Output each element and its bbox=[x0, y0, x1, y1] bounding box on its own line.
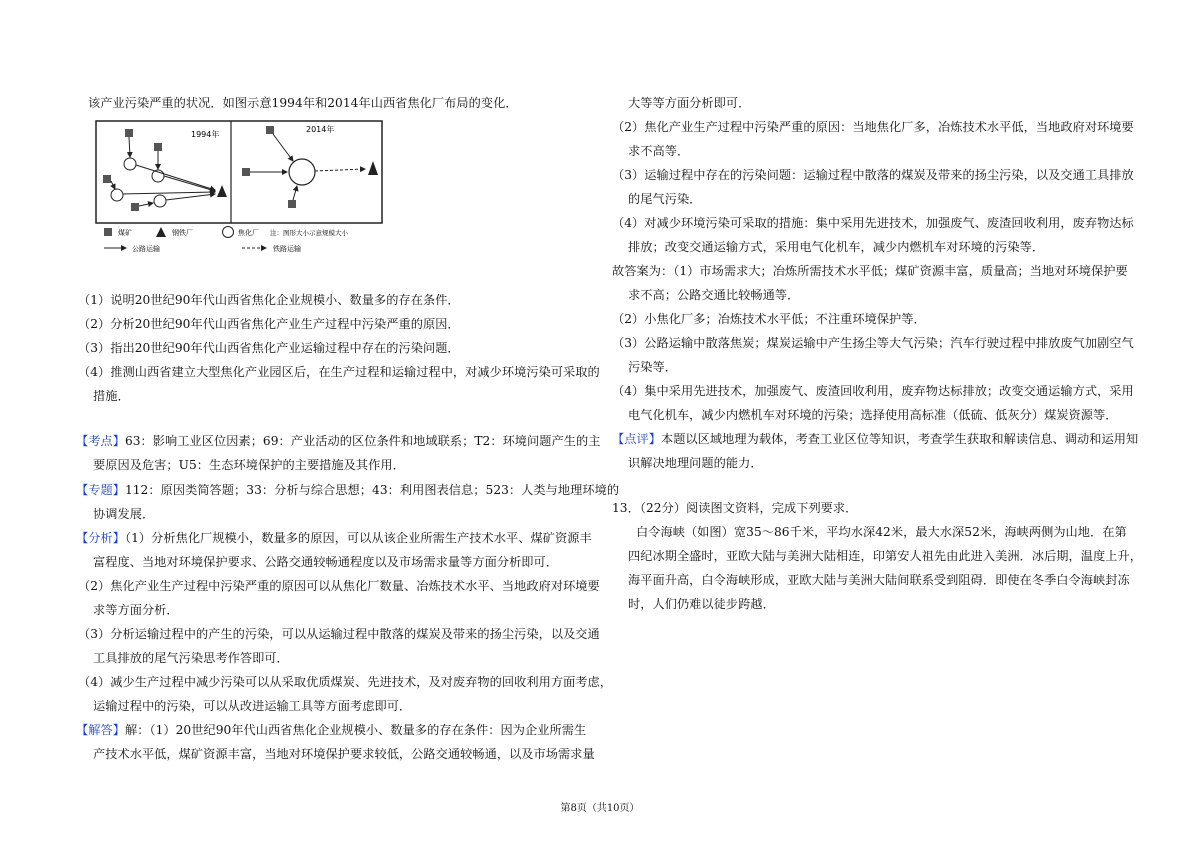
legend-coal-icon bbox=[104, 228, 112, 236]
fenxi-text-1: （1）分析焦化厂规模小，数量多的原因，可以从该企业所需生产技术水平、煤矿资源丰 bbox=[124, 531, 592, 545]
q13-text-1: 白令海峡（如图）宽35～86千米，平均水深42米，最大水深52米，海峡两侧为山地．在第 bbox=[636, 525, 1127, 539]
coal-mine-icon bbox=[242, 168, 250, 176]
label-2014: 2014年 bbox=[306, 125, 335, 134]
fenxi-text-4: 求等方面分析． bbox=[93, 603, 179, 617]
steel-plant-icon bbox=[368, 161, 378, 175]
coking-plant-layout-figure bbox=[90, 117, 388, 265]
answer-line-2: （2）焦化产业生产过程中污染严重的原因：当地焦化厂多，冶炼技术水平低，当地政府对环境要 bbox=[612, 120, 1134, 134]
legend-steel-icon bbox=[156, 227, 166, 237]
jieda-tag: 【解答】 bbox=[76, 723, 125, 737]
zhuanti-line-1 bbox=[76, 482, 619, 498]
dianping-text-1: 本题以区域地理为载体，考查工业区位等知识，考查学生获取和解读信息、调动和运用知 bbox=[660, 432, 1139, 446]
fenxi-text-6: 工具排放的尾气污染思考作答即可． bbox=[93, 651, 289, 665]
final-answer-line-3: （2）小焦化厂多；冶炼技术水平低；不注重环境保护等． bbox=[612, 312, 926, 326]
q13-text-3: 海平面升高，白令海峡形成，亚欧大陆与美洲大陆间联系受到阻碍．即使在冬季白令海峡封冻 bbox=[628, 573, 1130, 587]
kaodian-line-1 bbox=[76, 433, 600, 449]
final-answer-line-4: （3）公路运输中散落焦炭；煤炭运输中产生扬尘等大气污染；汽车行驶过程中排放废气加剧空气 bbox=[612, 336, 1134, 350]
legend-coal-label: 煤矿 bbox=[118, 229, 132, 237]
steel-plant-icon bbox=[217, 185, 227, 197]
fenxi-text-5: （3）分析运输过程中的产生的污染，可以从运输过程中散落的煤炭及带来的扬尘污染，以及交通 bbox=[78, 627, 600, 641]
legend-coking-label: 焦化厂 bbox=[238, 229, 259, 237]
fenxi-text-7: （4）减少生产过程中减少污染可以从采取优质煤炭、先进技术，及对废弃物的回收利用方面考虑， bbox=[78, 675, 613, 689]
question-4-cont: 措施． bbox=[93, 389, 130, 403]
fenxi-tag: 【分析】 bbox=[76, 531, 125, 545]
final-answer-line-6: （4）集中采用先进技术，加强废气、废渣回收利用，废弃物达标排放；改变交通运输方式，采用 bbox=[612, 384, 1134, 398]
final-answer-line-1: 故答案为：（1）市场需求大；冶炼所需技术水平低；煤矿资源丰富，质量高；当地对环境保护要 bbox=[612, 264, 1128, 278]
fenxi-text-8: 运输过程中的污染，可以从改进运输工具等方面考虑即可． bbox=[93, 699, 412, 713]
coal-mine-icon bbox=[103, 175, 111, 183]
question-3: （3）指出20世纪90年代山西省焦化产业运输过程中存在的污染问题． bbox=[78, 341, 460, 355]
dianping-line-1 bbox=[612, 431, 1138, 447]
coal-mine-icon bbox=[154, 143, 162, 151]
intro-text: 该产业污染严重的状况．如图示意1994年和2014年山西省焦化厂布局的变化． bbox=[88, 96, 518, 110]
final-answer-line-7: 电气化机车，减少内燃机车对环境的污染；选择使用高标准（低硫、低灰分）煤炭资源等． bbox=[628, 408, 1118, 422]
jieda-text-1: 解：（1）20世纪90年代山西省焦化企业规模小、数量多的存在条件：因为企业所需生 bbox=[124, 723, 587, 737]
label-1994: 1994年 bbox=[191, 130, 220, 139]
legend-steel-label: 钢铁厂 bbox=[172, 229, 193, 237]
coal-mine-icon bbox=[131, 203, 139, 211]
kaodian-text-2: 要原因及危害；U5：生态环境保护的主要措施及其作用． bbox=[93, 458, 405, 472]
coal-mine-icon bbox=[125, 129, 133, 137]
dianping-tag: 【点评】 bbox=[612, 432, 661, 446]
legend-rail-label: 铁路运输 bbox=[273, 245, 301, 253]
coking-plant-icon bbox=[124, 158, 136, 170]
question-2: （2）分析20世纪90年代山西省焦化产业生产过程中污染严重的原因． bbox=[78, 317, 460, 331]
kaodian-tag: 【考点】 bbox=[76, 434, 125, 448]
coking-plant-icon bbox=[111, 189, 123, 201]
fenxi-text-3: （2）焦化产业生产过程中污染严重的原因可以从焦化厂数量、冶炼技术水平、当地政府对环境要 bbox=[78, 579, 600, 593]
answer-line-1: 大等等方面分析即可． bbox=[628, 96, 751, 110]
jieda-text-2: 产技术水平低，煤矿资源丰富，当地对环境保护要求较低，公路交通较畅通，以及市场需求量 bbox=[93, 747, 595, 761]
zhuanti-tag: 【专题】 bbox=[76, 483, 125, 497]
final-answer-line-5: 污染等． bbox=[628, 360, 677, 374]
coking-plant-large-icon bbox=[289, 159, 315, 185]
answer-line-6: （4）对减少环境污染可采取的措施：集中采用先进技术，加强废气、废渣回收利用，废弃物达标 bbox=[612, 216, 1134, 230]
answer-line-5: 的尾气污染． bbox=[628, 192, 702, 206]
coking-plant-icon bbox=[154, 195, 166, 207]
q13-text-2: 四纪冰期全盛时，亚欧大陆与美洲大陆相连，印第安人祖先由此进入美洲．冰后期，温度上升， bbox=[628, 549, 1142, 563]
legend-coking-icon bbox=[223, 227, 234, 238]
kaodian-text-1: 63：影响工业区位因素；69：产业活动的区位条件和地域联系；T2：环境问题产生的主 bbox=[124, 434, 601, 448]
answer-line-7: 排放；改变交通运输方式，采用电气化机车，减少内燃机车对环境的污染等． bbox=[628, 240, 1045, 254]
fenxi-line-1 bbox=[76, 530, 592, 546]
zhuanti-text-1: 112：原因类简答题；33：分析与综合思想；43：利用图表信息；523：人类与地理环境的 bbox=[124, 483, 620, 497]
answer-line-3: 求不高等． bbox=[628, 144, 690, 158]
question-4: （4）推测山西省建立大型焦化产业园区后，在生产过程和运输过程中，对减少环境污染可采取的 bbox=[78, 365, 600, 379]
fenxi-text-2: 富程度、当地对环境保护要求、公路交通较畅通程度以及市场需求量等方面分析即可． bbox=[93, 555, 559, 569]
coal-mine-icon bbox=[266, 126, 274, 134]
coal-mine-icon bbox=[288, 200, 296, 208]
q13-title: 13．（22分）阅读图文资料，完成下列要求． bbox=[612, 501, 858, 515]
page-footer: 第8页（共10页） bbox=[560, 803, 640, 814]
question-1: （1）说明20世纪90年代山西省焦化企业规模小、数量多的存在条件． bbox=[78, 293, 460, 307]
layout-map-svg bbox=[90, 117, 388, 265]
final-answer-line-2: 求不高；公路交通比较畅通等． bbox=[628, 288, 800, 302]
jieda-line-1 bbox=[76, 722, 586, 738]
q13-text-4: 时，人们仍难以徒步跨越． bbox=[628, 597, 775, 611]
legend-note: 注：图形大小示意规模大小 bbox=[270, 229, 348, 237]
zhuanti-text-2: 协调发展． bbox=[93, 507, 155, 521]
dianping-text-2: 识解决地理问题的能力． bbox=[628, 456, 763, 470]
legend-road-label: 公路运输 bbox=[132, 245, 160, 253]
answer-line-4: （3）运输过程中存在的污染问题：运输过程中散落的煤炭及带来的扬尘污染，以及交通工具排放 bbox=[612, 168, 1134, 182]
